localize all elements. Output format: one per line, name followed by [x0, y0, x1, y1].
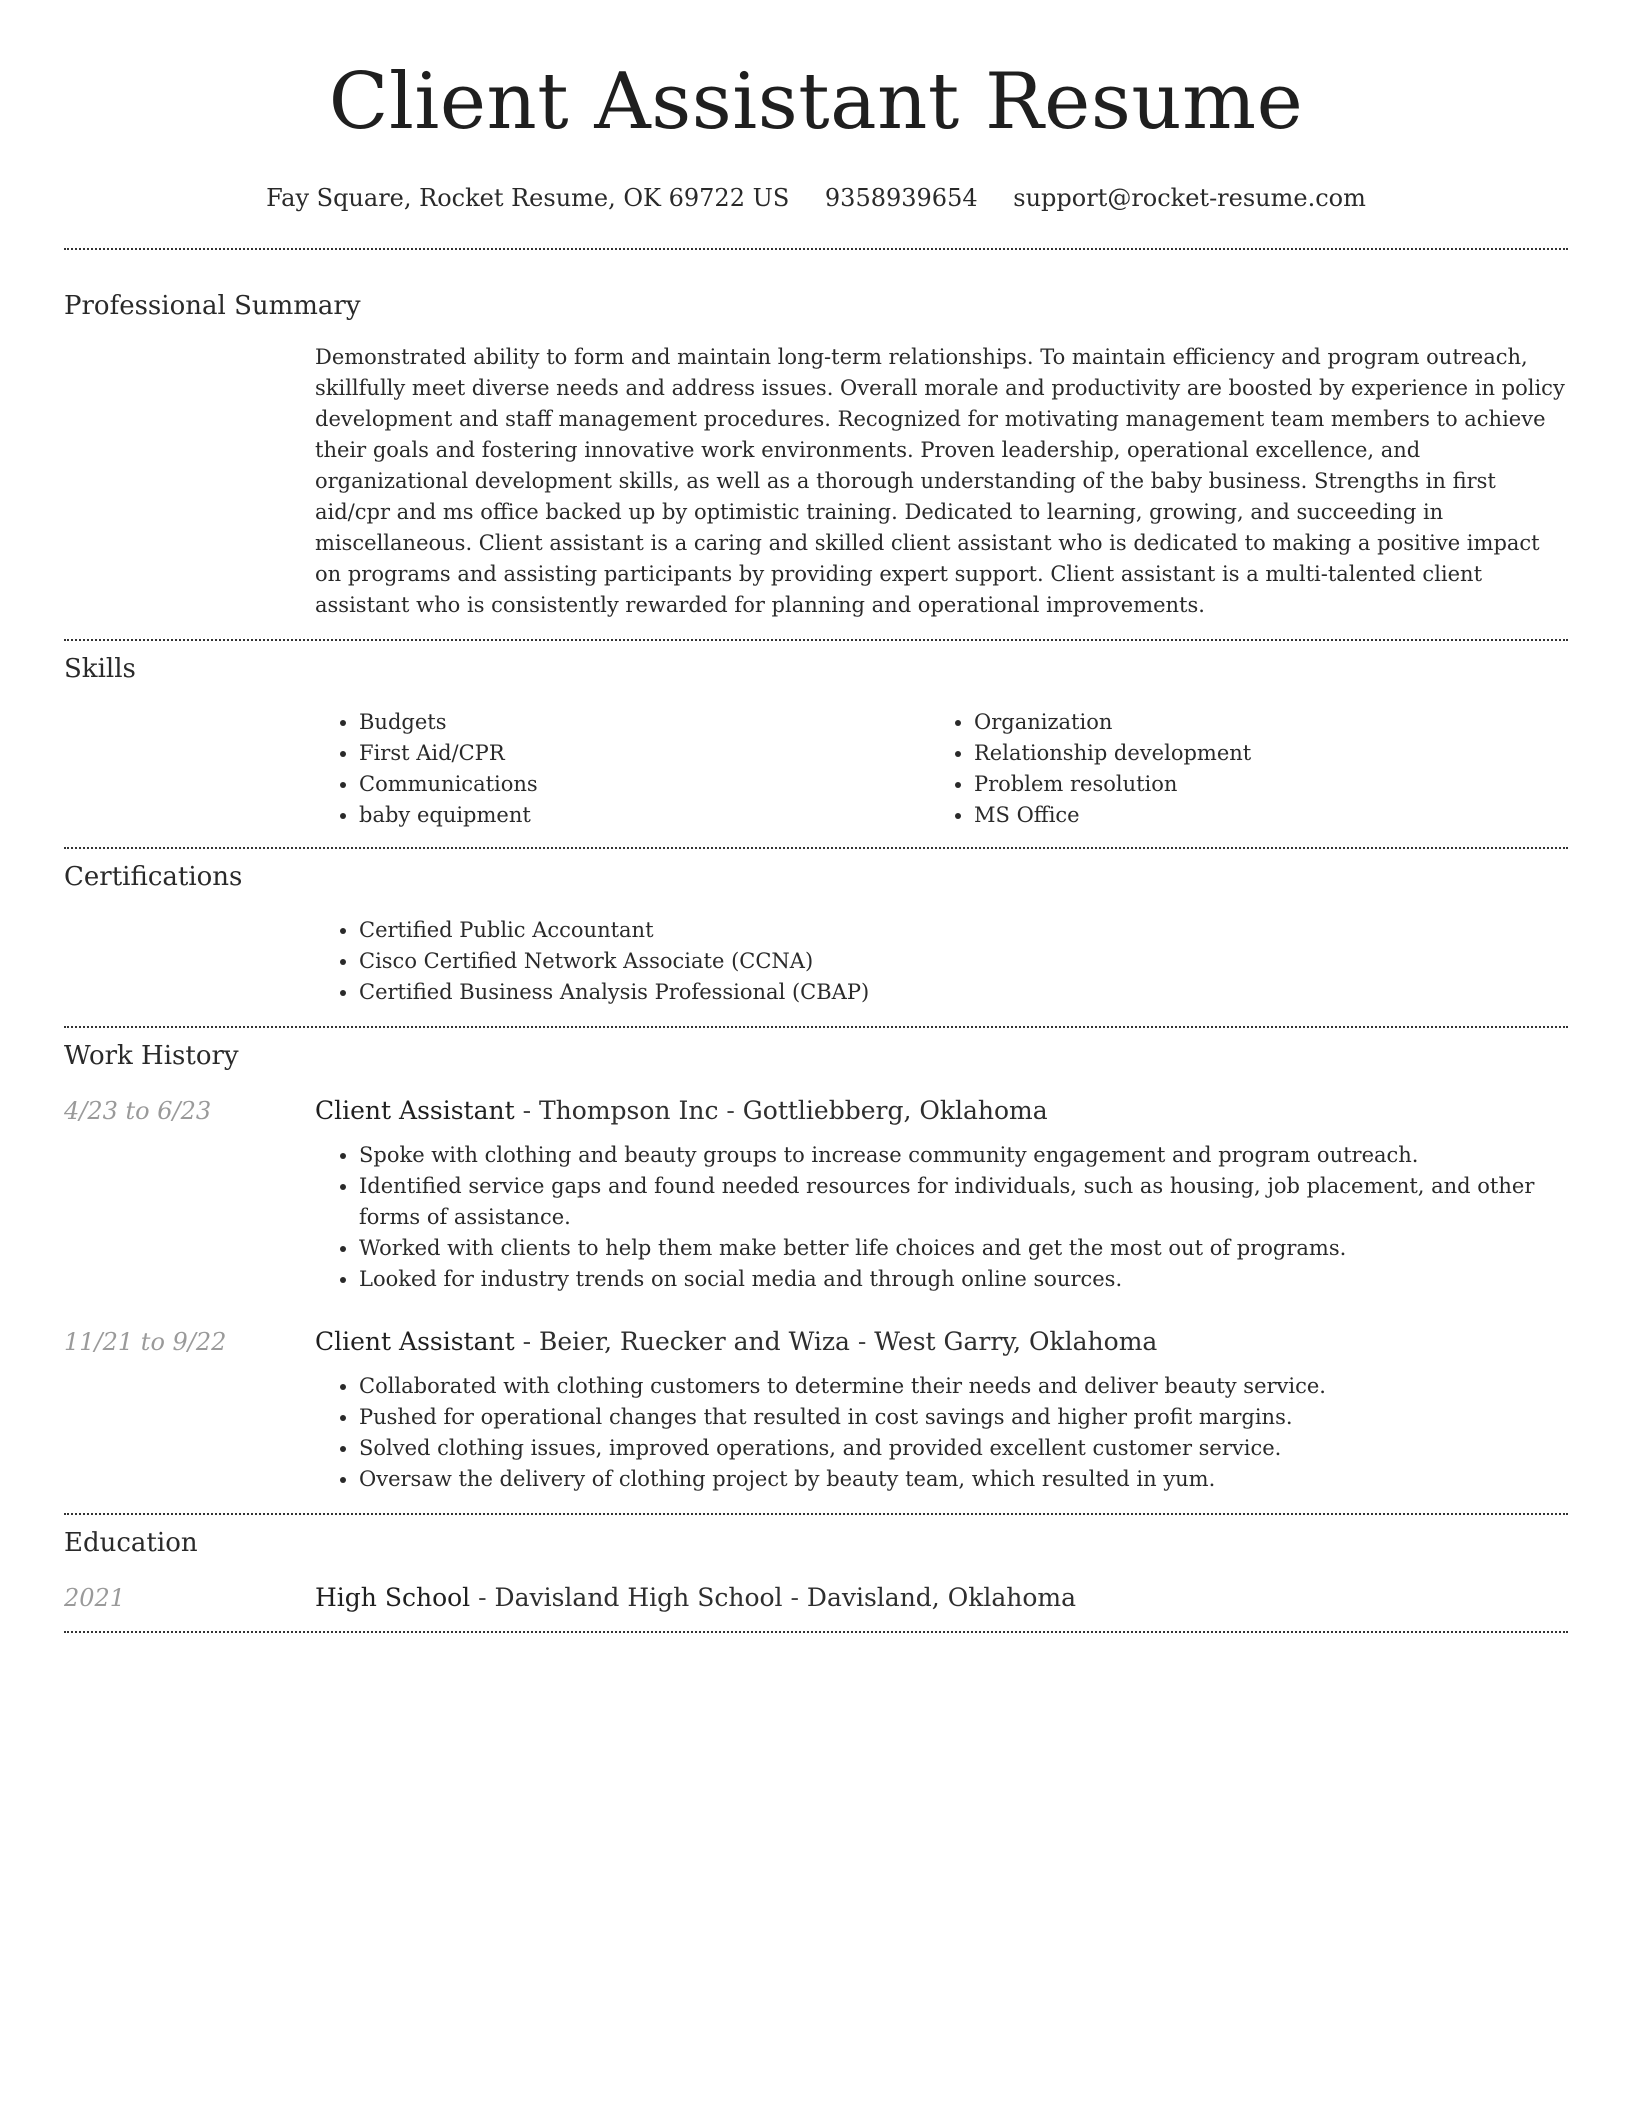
education-location: Davisland, Oklahoma — [806, 1583, 1077, 1612]
page-title: Client Assistant Resume — [328, 57, 1304, 147]
divider — [64, 248, 1568, 250]
summary-heading: Professional Summary — [64, 291, 361, 321]
skill-item: • Relationship development — [974, 738, 1545, 769]
certifications-heading: Certifications — [64, 862, 243, 892]
divider — [64, 1513, 1568, 1515]
education-degree: High School — [315, 1583, 471, 1612]
divider — [64, 847, 1568, 849]
skill-item: • Organization — [974, 707, 1545, 738]
certification-item: • Certified Public Accountant — [359, 915, 1568, 946]
resume-page — [64, 0, 1568, 1633]
job-role: Client Assistant — [315, 1327, 515, 1356]
education-year: 2021 — [64, 1584, 126, 1612]
job-bullet: • Looked for industry trends on social media and through online sources. — [359, 1264, 1568, 1295]
certification-item: • Cisco Certified Network Associate (CCNA) — [359, 946, 1568, 977]
job-entry — [64, 1094, 1568, 1295]
job-bullet: • Identified service gaps and found needed resources for individuals, such as housing, job placement, and other forms of assistance. — [359, 1171, 1568, 1233]
job-location: West Garry, Oklahoma — [874, 1327, 1158, 1356]
job-bullet: • Pushed for operational changes that resulted in cost savings and higher profit margins. — [359, 1402, 1568, 1433]
job-dates: 4/23 to 6/23 — [64, 1097, 212, 1125]
certifications-list — [315, 915, 1568, 1008]
job-entry — [64, 1325, 1568, 1495]
divider — [64, 1631, 1568, 1633]
job-location: Gottliebberg, Oklahoma — [742, 1096, 1048, 1125]
education-section — [64, 1525, 1568, 1615]
divider — [64, 1026, 1568, 1028]
job-title-line: Client Assistant - Beier, Ruecker and Wiza - West Garry, Oklahoma — [315, 1327, 1158, 1356]
certification-item: • Certified Business Analysis Professional (CBAP) — [359, 977, 1568, 1008]
job-bullet: • Oversaw the delivery of clothing project by beauty team, which resulted in yum. — [359, 1464, 1568, 1495]
education-heading: Education — [64, 1528, 198, 1558]
job-role: Client Assistant — [315, 1096, 515, 1125]
job-bullet: • Solved clothing issues, improved operations, and provided excellent customer service. — [359, 1433, 1568, 1464]
skills-column-right — [930, 707, 1545, 831]
job-company: Beier, Ruecker and Wiza — [539, 1327, 850, 1356]
skills-grid — [315, 707, 1568, 831]
skill-item: • First Aid/CPR — [359, 738, 930, 769]
job-bullet: • Collaborated with clothing customers to determine their needs and deliver beauty service. — [359, 1371, 1568, 1402]
education-school: Davisland High School — [494, 1583, 783, 1612]
job-bullet: • Spoke with clothing and beauty groups to increase community engagement and program outreach. — [359, 1140, 1568, 1171]
skill-item: • baby equipment — [359, 800, 930, 831]
skill-item: • Problem resolution — [974, 769, 1545, 800]
education-entry — [64, 1581, 1568, 1615]
contact-phone: 9358939654 — [824, 184, 978, 212]
skill-item: • MS Office — [974, 800, 1545, 831]
skills-heading: Skills — [64, 654, 136, 684]
job-dates: 11/21 to 9/22 — [64, 1328, 227, 1356]
education-title-line: High School - Davisland High School - Davisland, Oklahoma — [315, 1583, 1077, 1612]
summary-section — [64, 288, 1568, 621]
work-history-section — [64, 1038, 1568, 1495]
certifications-section — [64, 859, 1568, 1008]
skills-column-left — [315, 707, 930, 831]
contact-address: Fay Square, Rocket Resume, OK 69722 US — [266, 184, 790, 212]
divider — [64, 639, 1568, 641]
work-history-heading: Work History — [64, 1041, 239, 1071]
summary-text: Demonstrated ability to form and maintain long-term relationships. To maintain efficiency and program outreach, skillfully meet diverse needs and address issues. Overall morale and productivity are boosted by experience in policy development and staff management procedures. Recognized for motivating management team members to achieve their goals and fostering innovative work environments. Proven leadership, operational excellence, and organizational development skills, as well as a thorough understanding of the baby business. Strengths in first aid/cpr and ms office backed up by optimistic training. Dedicated to learning, growing, and succeeding in miscellaneous. Client assistant is a caring and skilled client assistant who is dedicated to making a positive impact on programs and assisting participants by providing expert support. Client assistant is a multi-talented client assistant who is consistently rewarded for planning and operational improvements. — [315, 345, 1565, 617]
job-bullet: • Worked with clients to help them make better life choices and get the most out of programs. — [359, 1233, 1568, 1264]
skills-section — [64, 651, 1568, 831]
contact-email[interactable]: support@rocket-resume.com — [1013, 184, 1366, 212]
skill-item: • Communications — [359, 769, 930, 800]
skill-item: • Budgets — [359, 707, 930, 738]
job-title-line: Client Assistant - Thompson Inc - Gottliebberg, Oklahoma — [315, 1096, 1048, 1125]
contact-line — [64, 182, 1568, 214]
job-company: Thompson Inc — [539, 1096, 719, 1125]
